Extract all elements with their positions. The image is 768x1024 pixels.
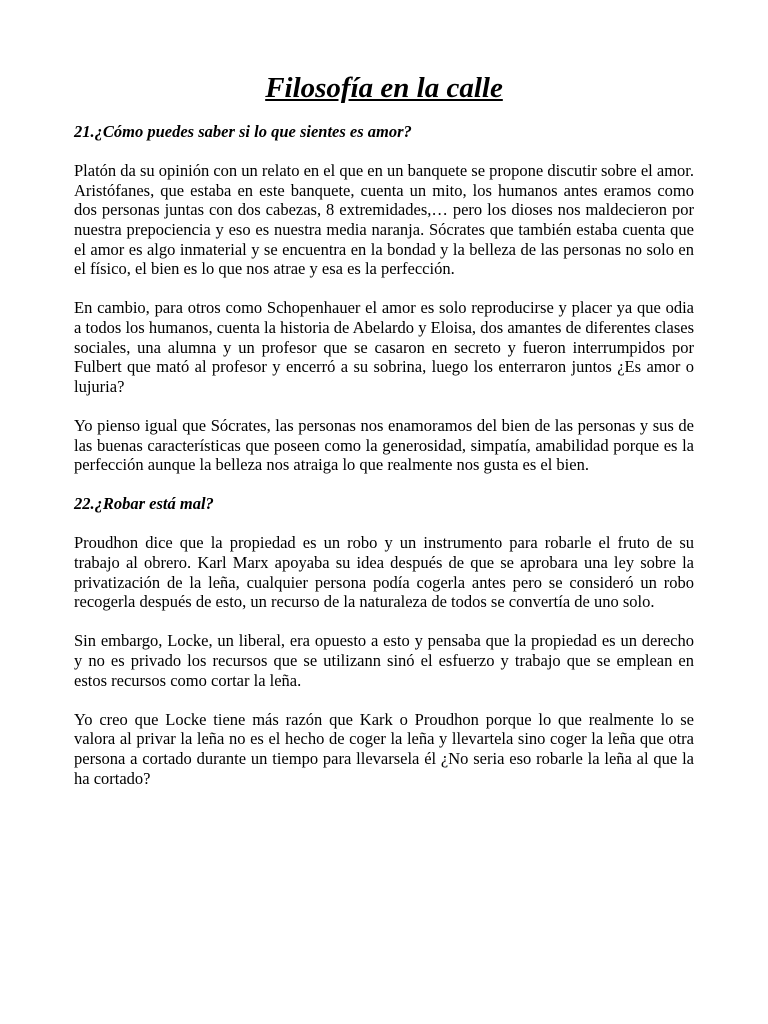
- question-21-paragraph-2: En cambio, para otros como Schopenhauer el amor es solo reproducirse y placer ya que odia a todos los humanos, cuenta la historia de Abelardo y Eloisa, dos amantes de diferentes clases sociales, una alumna y un profesor que se casaron en secreto y fueron interrumpidos por Fulbert que mató al profesor y encerró a su sobrina, luego los enterraron juntos ¿Es amor o lujuria?: [74, 298, 694, 396]
- document-title: Filosofía en la calle: [265, 72, 503, 104]
- document-page: [74, 0, 694, 788]
- question-22-heading: 22.¿Robar está mal?: [74, 494, 214, 514]
- question-21-heading: 21.¿Cómo puedes saber si lo que sientes es amor?: [74, 122, 412, 141]
- question-22-paragraph-1: Proudhon dice que la propiedad es un robo y un instrumento para robarle el fruto de su trabajo al obrero. Karl Marx apoyaba su idea después de que se aprobara una ley sobre la privatización de la leña, cualquier persona podía cogerla antes pero se consideró un robo recogerla después de esto, un recurso de la naturaleza de todos se convertía de uno solo.: [74, 533, 694, 612]
- question-22-paragraph-2: Sin embargo, Locke, un liberal, era opuesto a esto y pensaba que la propiedad es un derecho y no es privado los recursos que se utilizann sinó el esfuerzo y trabajo que se emplean en estos recursos como cortar la leña.: [74, 631, 694, 690]
- question-22-paragraph-3: Yo creo que Locke tiene más razón que Kark o Proudhon porque lo que realmente lo se valora al privar la leña no es el hecho de coger la leña y llevartela sino coger la leña que otra persona a cortado durante un tiempo para llevarsela él ¿No seria eso robarle la leña al que la ha cortado?: [74, 709, 694, 788]
- question-21-paragraph-3: Yo pienso igual que Sócrates, las personas nos enamoramos del bien de las personas y sus de las buenas características que poseen como la generosidad, simpatía, amabilidad porque es la perfección aunque la belleza nos atraiga lo que realmente nos gusta es el bien.: [74, 415, 694, 475]
- question-21-paragraph-1: Platón da su opinión con un relato en el que en un banquete se propone discutir sobre el amor. Aristófanes, que estaba en este banquete, cuenta un mito, los humanos antes eramos como dos personas juntas con dos cabezas, 8 extremidades,… pero los dioses nos maldecieron por nuestra prepociencia y eso es nuestra media naranja. Sócrates que también estaba cuenta que el amor es algo inmaterial y se encuentra en la bondad y la belleza de las personas no solo en el físico, el bien es lo que nos atrae y esa es la perfección.: [74, 161, 694, 279]
